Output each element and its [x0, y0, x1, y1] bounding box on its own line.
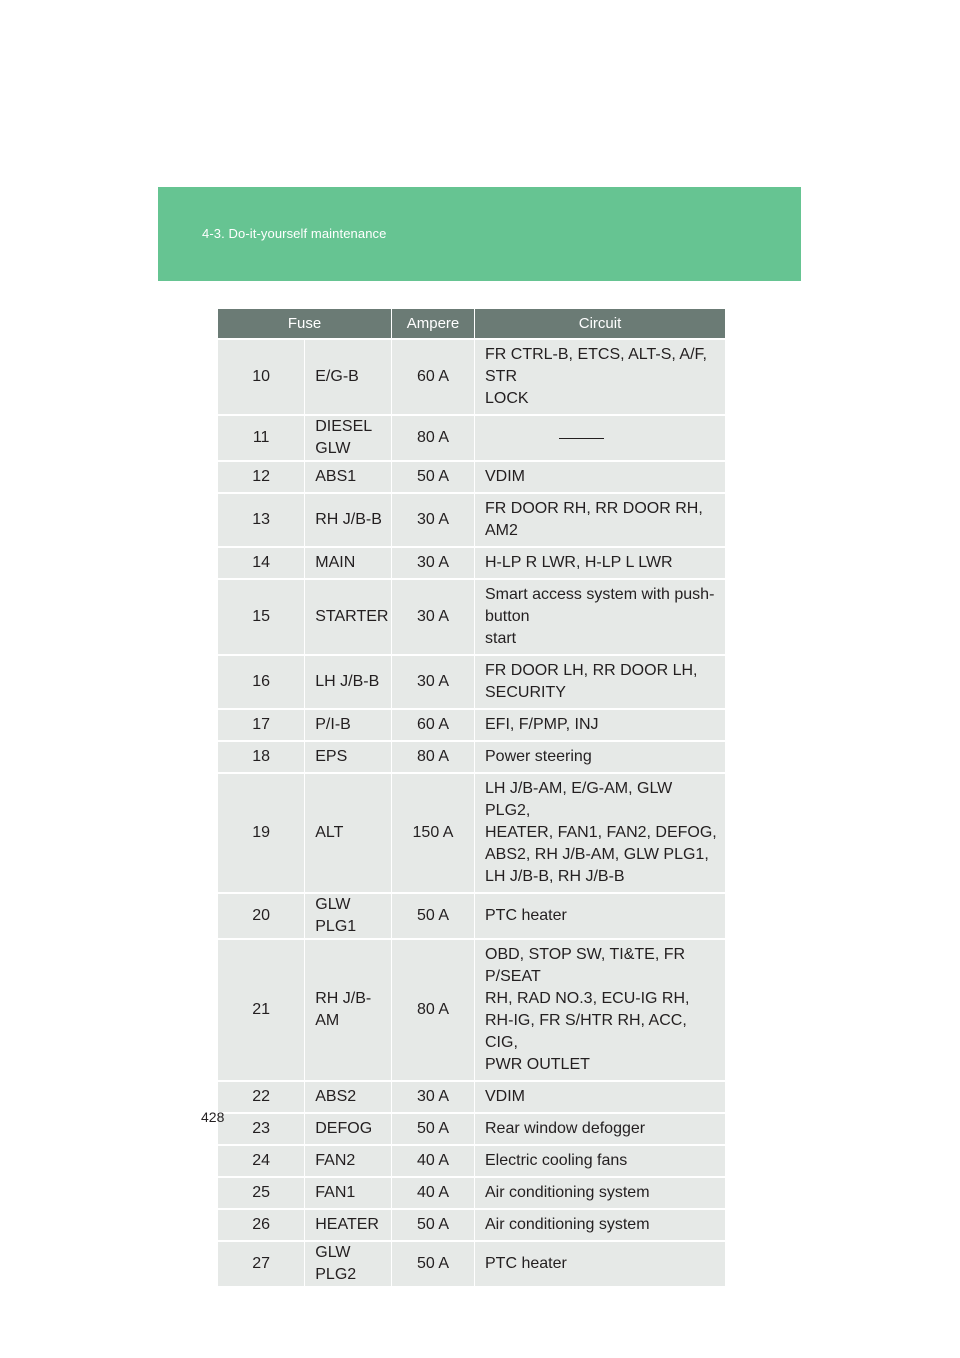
fuse-number: 12: [218, 461, 305, 493]
fuse-number: 17: [218, 709, 305, 741]
fuse-number: 25: [218, 1177, 305, 1209]
fuse-ampere: 30 A: [392, 655, 475, 709]
table-row: [218, 1081, 725, 1113]
fuse-name: ABS2: [305, 1081, 392, 1113]
circuit-line: PTC heater: [485, 907, 567, 924]
fuse-circuit: [475, 655, 726, 709]
table-row: [218, 547, 725, 579]
fuse-name: MAIN: [305, 547, 392, 579]
fuse-ampere: 50 A: [392, 893, 475, 939]
fuse-name: ABS1: [305, 461, 392, 493]
table-row: [218, 1177, 725, 1209]
table-row: [218, 655, 725, 709]
fuse-number: 21: [218, 939, 305, 1081]
fuse-ampere: 40 A: [392, 1145, 475, 1177]
fuse-name: FAN1: [305, 1177, 392, 1209]
fuse-name: FAN2: [305, 1145, 392, 1177]
fuse-name: HEATER: [305, 1209, 392, 1241]
circuit-line: VDIM: [485, 468, 525, 485]
table-header-row: [218, 309, 725, 339]
table-row: [218, 461, 725, 493]
fuse-circuit: [475, 415, 726, 461]
table-row: [218, 1209, 725, 1241]
circuit-line: ABS2, RH J/B-AM, GLW PLG1,: [485, 846, 709, 863]
circuit-line: Power steering: [485, 748, 592, 765]
fuse-circuit: [475, 893, 726, 939]
fuse-number: 24: [218, 1145, 305, 1177]
fuse-circuit: [475, 579, 726, 655]
circuit-line: Air conditioning system: [485, 1216, 650, 1233]
fuse-circuit: [475, 1081, 726, 1113]
section-title: 4-3. Do-it-yourself maintenance: [202, 226, 387, 241]
fuse-ampere: 40 A: [392, 1177, 475, 1209]
circuit-line: FR CTRL-B, ETCS, ALT-S, A/F, STR: [485, 346, 707, 385]
fuse-circuit: [475, 461, 726, 493]
fuse-table: [218, 309, 725, 1286]
circuit-line: Electric cooling fans: [485, 1152, 628, 1169]
fuse-ampere: 60 A: [392, 709, 475, 741]
fuse-number: 11: [218, 415, 305, 461]
table-row: [218, 415, 725, 461]
circuit-line: SECURITY: [485, 684, 566, 701]
circuit-line: LH J/B-B, RH J/B-B: [485, 868, 625, 885]
fuse-number: 15: [218, 579, 305, 655]
table-row: [218, 939, 725, 1081]
column-header-ampere: Ampere: [392, 309, 475, 339]
circuit-line: OBD, STOP SW, TI&TE, FR P/SEAT: [485, 946, 686, 985]
fuse-number: 26: [218, 1209, 305, 1241]
fuse-table-body: [218, 339, 725, 1286]
circuit-line: RH, RAD NO.3, ECU-IG RH,: [485, 990, 690, 1007]
fuse-ampere: 80 A: [392, 939, 475, 1081]
circuit-line: H-LP R LWR, H-LP L LWR: [485, 554, 673, 571]
circuit-line: FR DOOR RH, RR DOOR RH, AM2: [485, 500, 703, 539]
fuse-ampere: 50 A: [392, 1209, 475, 1241]
circuit-line: Smart access system with push-button: [485, 586, 715, 625]
circuit-line: Rear window defogger: [485, 1120, 646, 1137]
circuit-line: PWR OUTLET: [485, 1056, 590, 1073]
fuse-ampere: 30 A: [392, 547, 475, 579]
fuse-ampere: 30 A: [392, 1081, 475, 1113]
fuse-name: DIESEL GLW: [305, 415, 392, 461]
table-row: [218, 773, 725, 893]
fuse-name: LH J/B-B: [305, 655, 392, 709]
fuse-name: GLW PLG2: [305, 1241, 392, 1286]
fuse-number: 23: [218, 1113, 305, 1145]
circuit-line: EFI, F/PMP, INJ: [485, 716, 599, 733]
column-header-fuse: Fuse: [218, 309, 392, 339]
fuse-name: STARTER: [305, 579, 392, 655]
fuse-circuit: [475, 1177, 726, 1209]
fuse-number: 13: [218, 493, 305, 547]
circuit-line: Air conditioning system: [485, 1184, 650, 1201]
circuit-line: start: [485, 630, 517, 647]
fuse-ampere: 150 A: [392, 773, 475, 893]
fuse-circuit: [475, 773, 726, 893]
table-row: [218, 709, 725, 741]
fuse-circuit: [475, 709, 726, 741]
fuse-circuit: [475, 547, 726, 579]
fuse-number: 27: [218, 1241, 305, 1286]
fuse-circuit: [475, 1209, 726, 1241]
fuse-number: 19: [218, 773, 305, 893]
fuse-name: RH J/B-AM: [305, 939, 392, 1081]
fuse-name: DEFOG: [305, 1113, 392, 1145]
circuit-line: LOCK: [485, 390, 529, 407]
table-row: [218, 741, 725, 773]
circuit-line: FR DOOR LH, RR DOOR LH,: [485, 662, 698, 679]
fuse-ampere: 80 A: [392, 741, 475, 773]
fuse-circuit: [475, 339, 726, 415]
fuse-circuit: [475, 1145, 726, 1177]
fuse-number: 10: [218, 339, 305, 415]
fuse-name: GLW PLG1: [305, 893, 392, 939]
fuse-number: 14: [218, 547, 305, 579]
fuse-circuit: [475, 1241, 726, 1286]
fuse-circuit: [475, 1113, 726, 1145]
fuse-ampere: 60 A: [392, 339, 475, 415]
fuse-ampere: 50 A: [392, 1113, 475, 1145]
fuse-number: 22: [218, 1081, 305, 1113]
column-header-circuit: Circuit: [475, 309, 726, 339]
circuit-line: PTC heater: [485, 1255, 567, 1272]
fuse-circuit: [475, 939, 726, 1081]
header-band: [158, 187, 801, 281]
table-row: [218, 1145, 725, 1177]
fuse-number: 18: [218, 741, 305, 773]
fuse-name: E/G-B: [305, 339, 392, 415]
table-row: [218, 893, 725, 939]
fuse-ampere: 80 A: [392, 415, 475, 461]
fuse-name: ALT: [305, 773, 392, 893]
table-row: [218, 339, 725, 415]
circuit-line: RH-IG, FR S/HTR RH, ACC, CIG,: [485, 1012, 687, 1051]
fuse-ampere: 30 A: [392, 579, 475, 655]
page-number: 428: [201, 1109, 225, 1125]
fuse-ampere: 30 A: [392, 493, 475, 547]
table-row: [218, 1113, 725, 1145]
fuse-ampere: 50 A: [392, 461, 475, 493]
table-row: [218, 579, 725, 655]
fuse-number: 16: [218, 655, 305, 709]
no-circuit-dash: [559, 438, 604, 439]
fuse-name: RH J/B-B: [305, 493, 392, 547]
table-row: [218, 493, 725, 547]
fuse-name: EPS: [305, 741, 392, 773]
table-row: [218, 1241, 725, 1286]
fuse-ampere: 50 A: [392, 1241, 475, 1286]
fuse-name: P/I-B: [305, 709, 392, 741]
circuit-line: LH J/B-AM, E/G-AM, GLW PLG2,: [485, 780, 673, 819]
fuse-number: 20: [218, 893, 305, 939]
fuse-circuit: [475, 741, 726, 773]
fuse-circuit: [475, 493, 726, 547]
circuit-line: HEATER, FAN1, FAN2, DEFOG,: [485, 824, 717, 841]
circuit-line: VDIM: [485, 1088, 525, 1105]
